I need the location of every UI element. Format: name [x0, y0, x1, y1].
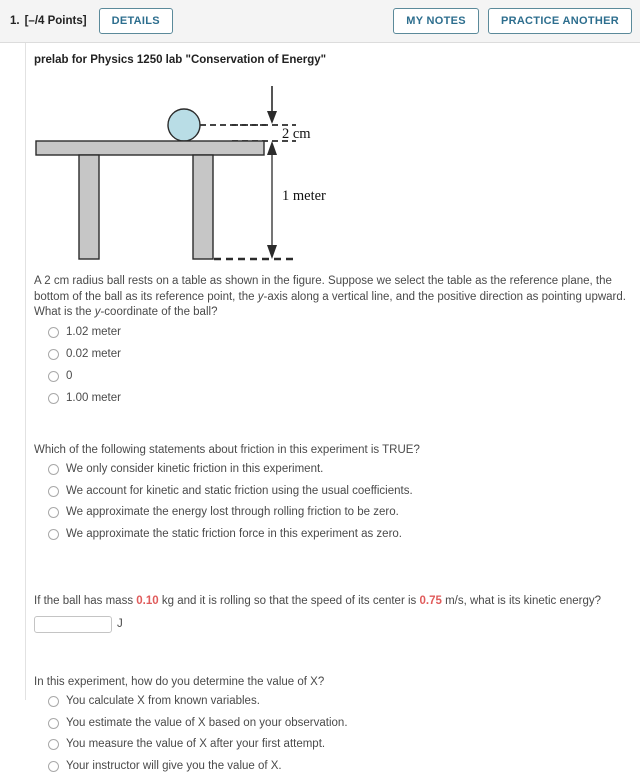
option-label[interactable]: 1.02 meter — [66, 325, 121, 338]
q1-italic-y-2: y — [94, 306, 101, 318]
spacer-2b — [34, 568, 640, 584]
radio-icon[interactable] — [48, 371, 59, 382]
question-1-option-1[interactable] — [34, 345, 640, 365]
radio-icon[interactable] — [48, 349, 59, 360]
question-1-block — [34, 274, 640, 409]
kinetic-energy-unit: J — [117, 618, 123, 630]
question-1-option-2[interactable] — [34, 367, 640, 387]
spacer-2 — [34, 546, 640, 568]
q3-text-part1: If the ball has mass — [34, 595, 137, 607]
question-4-option-3[interactable] — [34, 757, 640, 777]
left-margin-rule — [25, 43, 26, 700]
option-label[interactable]: We only consider kinetic friction in this experiment. — [66, 463, 324, 475]
radio-icon[interactable] — [48, 739, 59, 750]
option-label[interactable]: Your instructor will give you the value of X. — [66, 759, 282, 772]
my-notes-button[interactable]: MY NOTES — [393, 8, 479, 34]
question-2-options — [34, 460, 640, 544]
radio-icon[interactable] — [48, 507, 59, 518]
question-2-option-1[interactable] — [34, 482, 640, 502]
points-indicator: [–/4 Points] — [24, 15, 87, 27]
question-2-option-0[interactable] — [34, 460, 640, 480]
spacer-3 — [34, 633, 640, 655]
question-2-option-2[interactable] — [34, 503, 640, 523]
question-4-option-1[interactable] — [34, 714, 640, 734]
radio-icon[interactable] — [48, 327, 59, 338]
q3-text-part2: kg and it is rolling so that the speed of its center is — [158, 595, 420, 607]
option-label[interactable]: We approximate the static friction force in this experiment as zero. — [66, 527, 402, 540]
assignment-title: prelab for Physics 1250 lab "Conservation of Energy" — [34, 54, 327, 66]
question-3-answer-row — [34, 616, 640, 633]
question-1-option-3[interactable] — [34, 389, 640, 409]
radio-icon[interactable] — [48, 464, 59, 475]
question-2-block — [34, 443, 640, 545]
ball-on-table-figure — [34, 78, 364, 264]
option-label[interactable]: 0.02 meter — [66, 347, 121, 360]
question-1-options — [34, 323, 640, 409]
option-label[interactable]: 0 — [66, 369, 73, 382]
spacer-1 — [34, 411, 640, 433]
radio-icon[interactable] — [48, 761, 59, 772]
practice-another-button[interactable]: PRACTICE ANOTHER — [488, 8, 632, 34]
q3-speed-value: 0.75 — [419, 595, 442, 607]
option-label[interactable]: You calculate X from known variables. — [66, 695, 260, 707]
question-4-block — [34, 675, 640, 777]
question-4-options — [34, 692, 640, 776]
q1-text-part1: A 2 cm radius ball rests on a table as shown in the figure. Suppose we select the table as the reference plane, the bottom of the ball as its reference point, the — [34, 275, 612, 303]
option-label[interactable]: 1.00 meter — [66, 391, 121, 404]
question-1-prompt — [34, 274, 628, 321]
radio-icon[interactable] — [48, 696, 59, 707]
question-content — [34, 43, 640, 778]
q3-mass-value: 0.10 — [136, 595, 159, 607]
question-2-prompt: Which of the following statements about friction in this experiment is TRUE? — [34, 443, 420, 456]
q1-text-part2: -axis along a vertical line, and the positive direction as pointing upward. What is the — [34, 290, 626, 318]
q3-text-part3: m/s, what is its kinetic energy? — [441, 595, 602, 607]
option-label[interactable]: We approximate the energy lost through rolling friction to be zero. — [66, 506, 399, 518]
question-1-option-0[interactable] — [34, 323, 640, 343]
figure-label-table-height: 1 meter — [282, 188, 326, 204]
question-3-prompt — [34, 594, 628, 610]
figure-label-ball-radius: 2 cm — [282, 126, 311, 142]
question-3-block — [34, 594, 640, 633]
question-body — [0, 43, 640, 772]
question-2-option-3[interactable] — [34, 525, 640, 545]
option-label[interactable]: You measure the value of X after your first attempt. — [66, 738, 326, 750]
details-button[interactable]: DETAILS — [99, 8, 173, 34]
radio-icon[interactable] — [48, 486, 59, 497]
q1-text-part3: -coordinate of the ball? — [100, 306, 218, 318]
radio-icon[interactable] — [48, 393, 59, 404]
question-4-prompt: In this experiment, how do you determine the value of X? — [34, 675, 325, 688]
option-label[interactable]: You estimate the value of X based on your observation. — [66, 716, 348, 729]
kinetic-energy-input[interactable] — [34, 616, 112, 633]
question-number: 1. — [10, 15, 20, 27]
q1-italic-y-1: y — [257, 290, 264, 303]
spacer-3b — [34, 655, 640, 665]
question-header-bar — [0, 0, 640, 43]
option-label[interactable]: We account for kinetic and static friction using the usual coefficients. — [66, 484, 413, 497]
radio-icon[interactable] — [48, 529, 59, 540]
question-4-option-0[interactable] — [34, 692, 640, 712]
question-4-option-2[interactable] — [34, 735, 640, 755]
radio-icon[interactable] — [48, 718, 59, 729]
